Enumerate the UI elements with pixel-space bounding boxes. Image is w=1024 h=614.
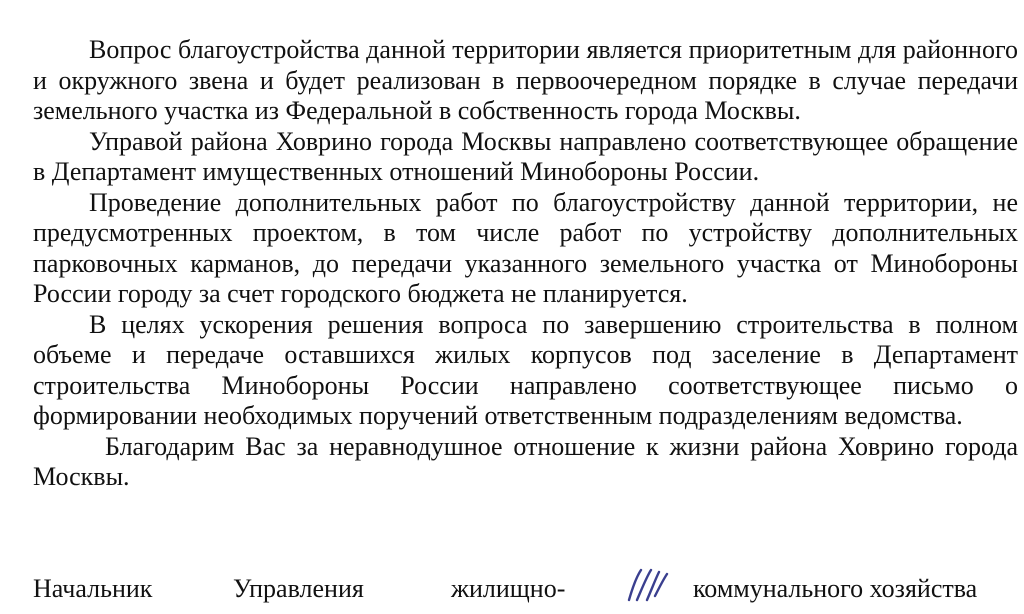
handwritten-signature-icon xyxy=(623,566,673,606)
signature-title-word-2: Управления xyxy=(233,574,364,603)
signature-block xyxy=(33,574,1018,614)
paragraph-priority: Вопрос благоустройства данной территории является приоритетным для районного и окружного звена и будет реализован в первоочередном порядке в случае передачи земельного участка из Федеральной в собственность города Москвы. xyxy=(33,35,1018,125)
letter-body xyxy=(33,35,1018,493)
signature-title-word-1: Начальник xyxy=(33,574,153,603)
paragraph-construction: В целях ускорения решения вопроса по завершению строительства в полном объеме и передаче оставшихся жилых корпусов под заселение в Департамент строительства Минобороны России направлено соответствующее письмо о формировании необходимых поручений ответственным подразделениям ведомства. xyxy=(33,309,1018,430)
signature-title-word-4: коммунального хозяйства xyxy=(693,574,978,603)
paragraph-appeal: Управой района Ховрино города Москвы направлено соответствующее обращение в Департамент имущественных отношений Минобороны России. xyxy=(33,126,1018,186)
signature-title-word-3: жилищно- xyxy=(451,574,566,603)
paragraph-gratitude: Благодарим Вас за неравнодушное отношение к жизни района Ховрино города Москвы. xyxy=(33,431,1018,491)
paragraph-additional-works: Проведение дополнительных работ по благоустройству данной территории, не предусмотренных проектом, в том числе работ по устройству дополнительных парковочных карманов, до передачи указанного земельного участка от Минобороны России городу за счет городского бюджета не планируется. xyxy=(33,187,1018,308)
